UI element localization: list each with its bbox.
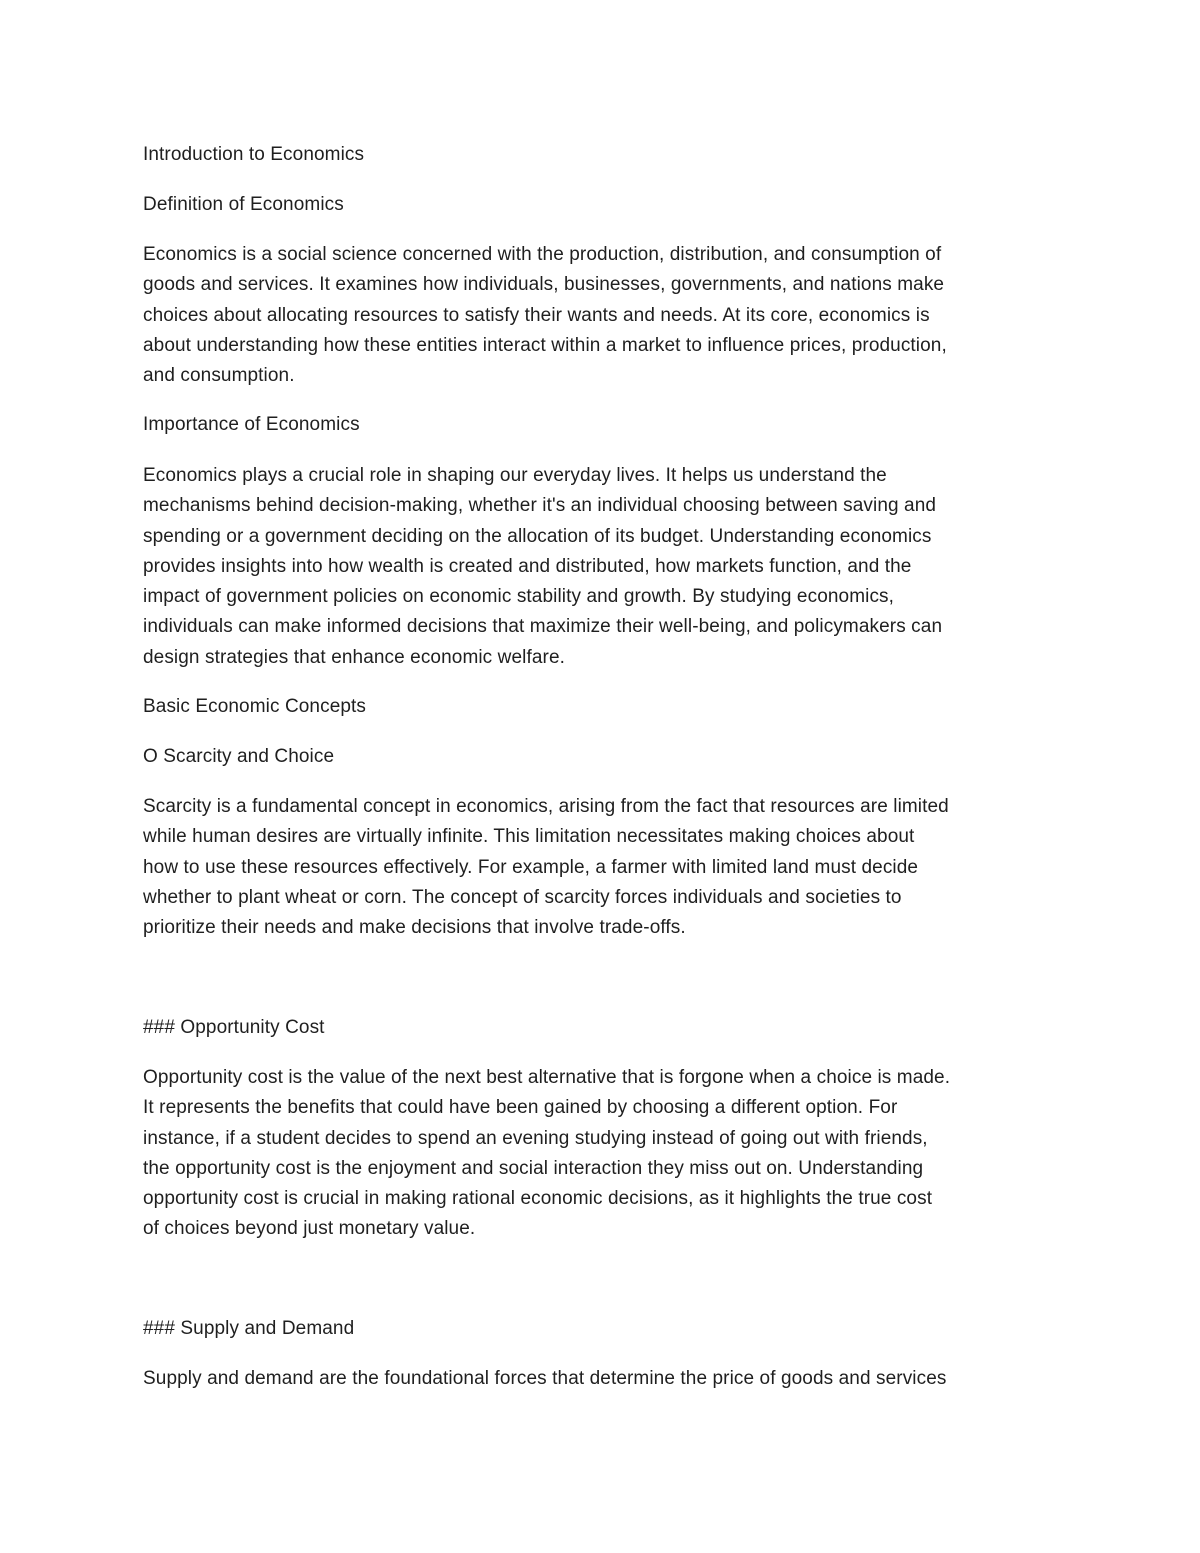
paragraph-opportunity-cost <box>143 1063 1063 1245</box>
subheading-scarcity: O Scarcity and Choice <box>143 746 335 767</box>
document-title: Introduction to Economics <box>143 144 365 165</box>
paragraph-line: Opportunity cost is the value of the next best alternative that is forgone when a choice is made. <box>143 1067 951 1088</box>
paragraph-line: Supply and demand are the foundational forces that determine the price of goods and services <box>143 1368 947 1389</box>
section-heading-basic-concepts: Basic Economic Concepts <box>143 696 367 717</box>
paragraph-line: instance, if a student decides to spend an evening studying instead of going out with friends, <box>143 1127 928 1149</box>
paragraph-line: the opportunity cost is the enjoyment and social interaction they miss out on. Understanding <box>143 1157 924 1179</box>
paragraph-line: It represents the benefits that could have been gained by choosing a different option. For <box>143 1097 898 1119</box>
section-heading-definition: Definition of Economics <box>143 194 344 215</box>
paragraph-line: goods and services. It examines how individuals, businesses, governments, and nations make <box>143 274 945 296</box>
section-heading-importance: Importance of Economics <box>143 414 360 435</box>
paragraph-line: impact of government policies on economic stability and growth. By studying economics, <box>143 586 895 608</box>
paragraph-supply-demand <box>143 1364 1063 1394</box>
paragraph-line: opportunity cost is crucial in making rational economic decisions, as it highlights the true cost <box>143 1188 933 1210</box>
paragraph-definition <box>143 240 1063 391</box>
paragraph-line: prioritize their needs and make decisions that involve trade-offs. <box>143 917 686 939</box>
paragraph-line: of choices beyond just monetary value. <box>143 1218 476 1240</box>
paragraph-line: design strategies that enhance economic welfare. <box>143 646 565 668</box>
paragraph-line: mechanisms behind decision-making, whether it's an individual choosing between saving and <box>143 495 937 517</box>
paragraph-line: Scarcity is a fundamental concept in economics, arising from the fact that resources are limited <box>143 796 949 817</box>
paragraph-line: how to use these resources effectively. For example, a farmer with limited land must decide <box>143 856 919 878</box>
paragraph-line: about understanding how these entities interact within a market to influence prices, production, <box>143 334 947 356</box>
paragraph-line: Economics is a social science concerned with the production, distribution, and consumption of <box>143 244 942 265</box>
section-heading-supply-demand: ### Supply and Demand <box>143 1318 355 1339</box>
paragraph-line: choices about allocating resources to satisfy their wants and needs. At its core, economics is <box>143 304 930 326</box>
paragraph-line: whether to plant wheat or corn. The concept of scarcity forces individuals and societies to <box>143 886 902 908</box>
paragraph-line: while human desires are virtually infinite. This limitation necessitates making choices about <box>143 826 915 848</box>
paragraph-line: spending or a government deciding on the allocation of its budget. Understanding economics <box>143 525 932 547</box>
paragraph-line: individuals can make informed decisions that maximize their well-being, and policymakers can <box>143 616 943 638</box>
paragraph-line: and consumption. <box>143 365 295 387</box>
paragraph-line: Economics plays a crucial role in shaping our everyday lives. It helps us understand the <box>143 465 887 486</box>
paragraph-importance <box>143 461 1063 673</box>
paragraph-scarcity <box>143 792 1063 943</box>
section-heading-opportunity-cost: ### Opportunity Cost <box>143 1017 325 1038</box>
paragraph-line: provides insights into how wealth is created and distributed, how markets function, and the <box>143 555 912 577</box>
